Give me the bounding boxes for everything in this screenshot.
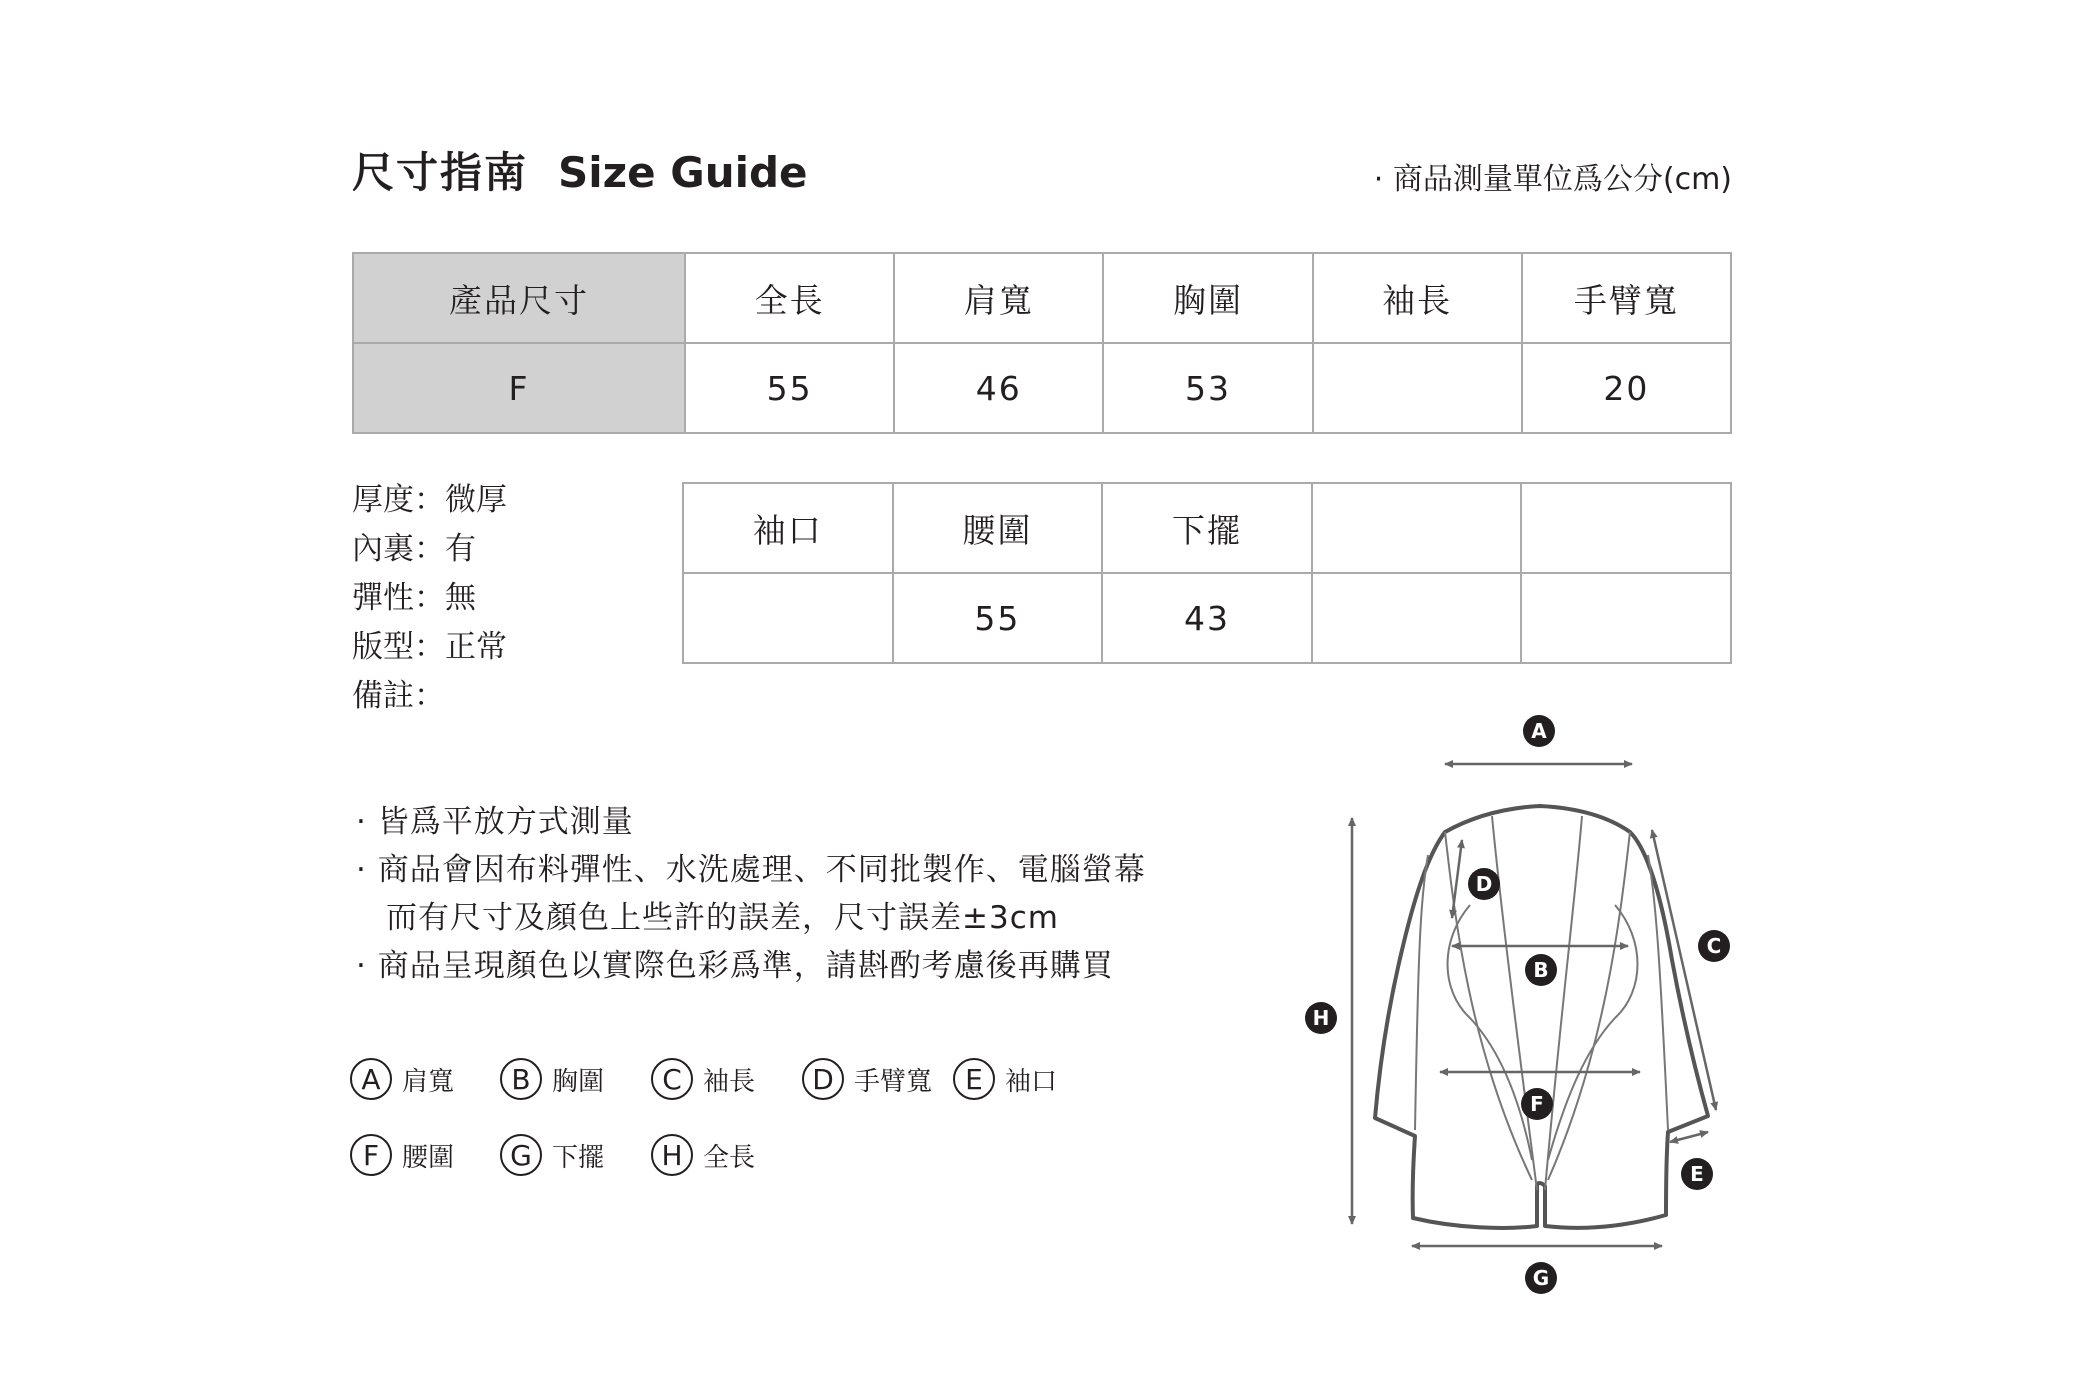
table-row (353, 343, 1731, 433)
legend-label-f: 腰圍 (402, 1142, 455, 1173)
note-color: · 商品呈現顏色以實際色彩爲準，請斟酌考慮後再購買 (356, 948, 1114, 984)
spec-remarks: 備註： (352, 678, 445, 714)
legend-marker-f: F (350, 1134, 392, 1176)
value-cuff (683, 573, 893, 663)
svg-text:D: D (1475, 872, 1493, 896)
value-sleeve (1313, 343, 1522, 433)
legend-label-d: 手臂寬 (854, 1066, 933, 1097)
legend-marker-e: E (953, 1058, 995, 1100)
size-table-secondary (682, 482, 1732, 664)
arrow-sleeve (1652, 830, 1716, 1110)
legend-marker-b: B (500, 1058, 542, 1100)
legend-marker-c: C (651, 1058, 693, 1100)
svg-text:C: C (1706, 934, 1722, 958)
legend-label-a: 肩寬 (402, 1066, 455, 1097)
svg-text:B: B (1533, 958, 1549, 982)
legend-item-h (651, 1134, 755, 1176)
size-label: F (353, 343, 685, 433)
value-empty-1 (1312, 573, 1522, 663)
arrow-arm (1452, 840, 1462, 918)
marker-b (1525, 954, 1557, 986)
legend-item-c (651, 1058, 755, 1100)
table-header-row (353, 253, 1731, 343)
svg-text:H: H (1312, 1006, 1330, 1030)
legend-marker-a: A (350, 1058, 392, 1100)
marker-c (1698, 930, 1730, 962)
col-header-arm: 手臂寬 (1522, 253, 1731, 343)
value-chest: 53 (1103, 343, 1312, 433)
spec-lining: 內裏：有 (352, 531, 476, 567)
marker-h (1305, 1002, 1337, 1034)
svg-text:G: G (1532, 1266, 1550, 1290)
col-header-waist: 腰圍 (893, 483, 1103, 573)
spec-fit: 版型：正常 (352, 629, 507, 665)
legend-label-c: 袖長 (703, 1066, 756, 1097)
table-header-row (683, 483, 1731, 573)
title-en: Size Guide (558, 148, 808, 197)
value-waist: 55 (893, 573, 1103, 663)
value-length: 55 (685, 343, 894, 433)
marker-f (1521, 1088, 1553, 1120)
title-zh: 尺寸指南 (352, 148, 529, 197)
unit-note: · 商品測量單位爲公分(cm) (1373, 162, 1732, 197)
legend-marker-d: D (802, 1058, 844, 1100)
note-variance: · 商品會因布料彈性、水洗處理、不同批製作、電腦螢幕 (356, 852, 1146, 888)
legend-item-a (350, 1058, 454, 1100)
value-empty-2 (1521, 573, 1731, 663)
product-specs (352, 476, 507, 721)
page-title (352, 140, 808, 200)
col-header-empty-1 (1312, 483, 1522, 573)
legend-marker-g: G (500, 1134, 542, 1176)
col-header-chest: 胸圍 (1103, 253, 1312, 343)
svg-text:A: A (1531, 719, 1547, 743)
svg-text:E: E (1690, 1162, 1704, 1186)
legend-item-e (953, 1058, 1057, 1100)
table-row (683, 573, 1731, 663)
note-variance-cont: 而有尺寸及顏色上些許的誤差，尺寸誤差±3cm (386, 900, 1059, 936)
marker-e (1681, 1158, 1713, 1190)
value-hem: 43 (1102, 573, 1312, 663)
note-flat-measure: · 皆爲平放方式測量 (356, 804, 634, 840)
legend-item-f (350, 1134, 454, 1176)
col-header-length: 全長 (685, 253, 894, 343)
svg-text:F: F (1530, 1092, 1544, 1116)
spec-elasticity: 彈性：無 (352, 580, 476, 616)
arrow-cuff (1670, 1132, 1708, 1142)
col-header-sleeve: 袖長 (1313, 253, 1522, 343)
col-header-shoulder: 肩寬 (894, 253, 1103, 343)
garment-diagram (1290, 700, 1770, 1320)
legend-item-b (500, 1058, 604, 1100)
col-header-cuff: 袖口 (683, 483, 893, 573)
marker-d (1468, 868, 1500, 900)
spec-thickness: 厚度：微厚 (352, 482, 507, 518)
legend-label-b: 胸圍 (552, 1066, 605, 1097)
value-shoulder: 46 (894, 343, 1103, 433)
size-table-main (352, 252, 1732, 434)
value-arm: 20 (1522, 343, 1731, 433)
legend-item-g (500, 1134, 604, 1176)
product-size-header: 產品尺寸 (353, 253, 685, 343)
legend-label-g: 下擺 (552, 1142, 605, 1173)
col-header-empty-2 (1521, 483, 1731, 573)
legend-item-d (802, 1058, 932, 1100)
legend-marker-h: H (651, 1134, 693, 1176)
legend-label-e: 袖口 (1005, 1066, 1058, 1097)
marker-g (1525, 1262, 1557, 1294)
col-header-hem: 下擺 (1102, 483, 1312, 573)
measurement-notes (356, 798, 1146, 990)
marker-a (1523, 715, 1555, 747)
legend-label-h: 全長 (703, 1142, 756, 1173)
garment-inner-lines (1415, 816, 1668, 1190)
